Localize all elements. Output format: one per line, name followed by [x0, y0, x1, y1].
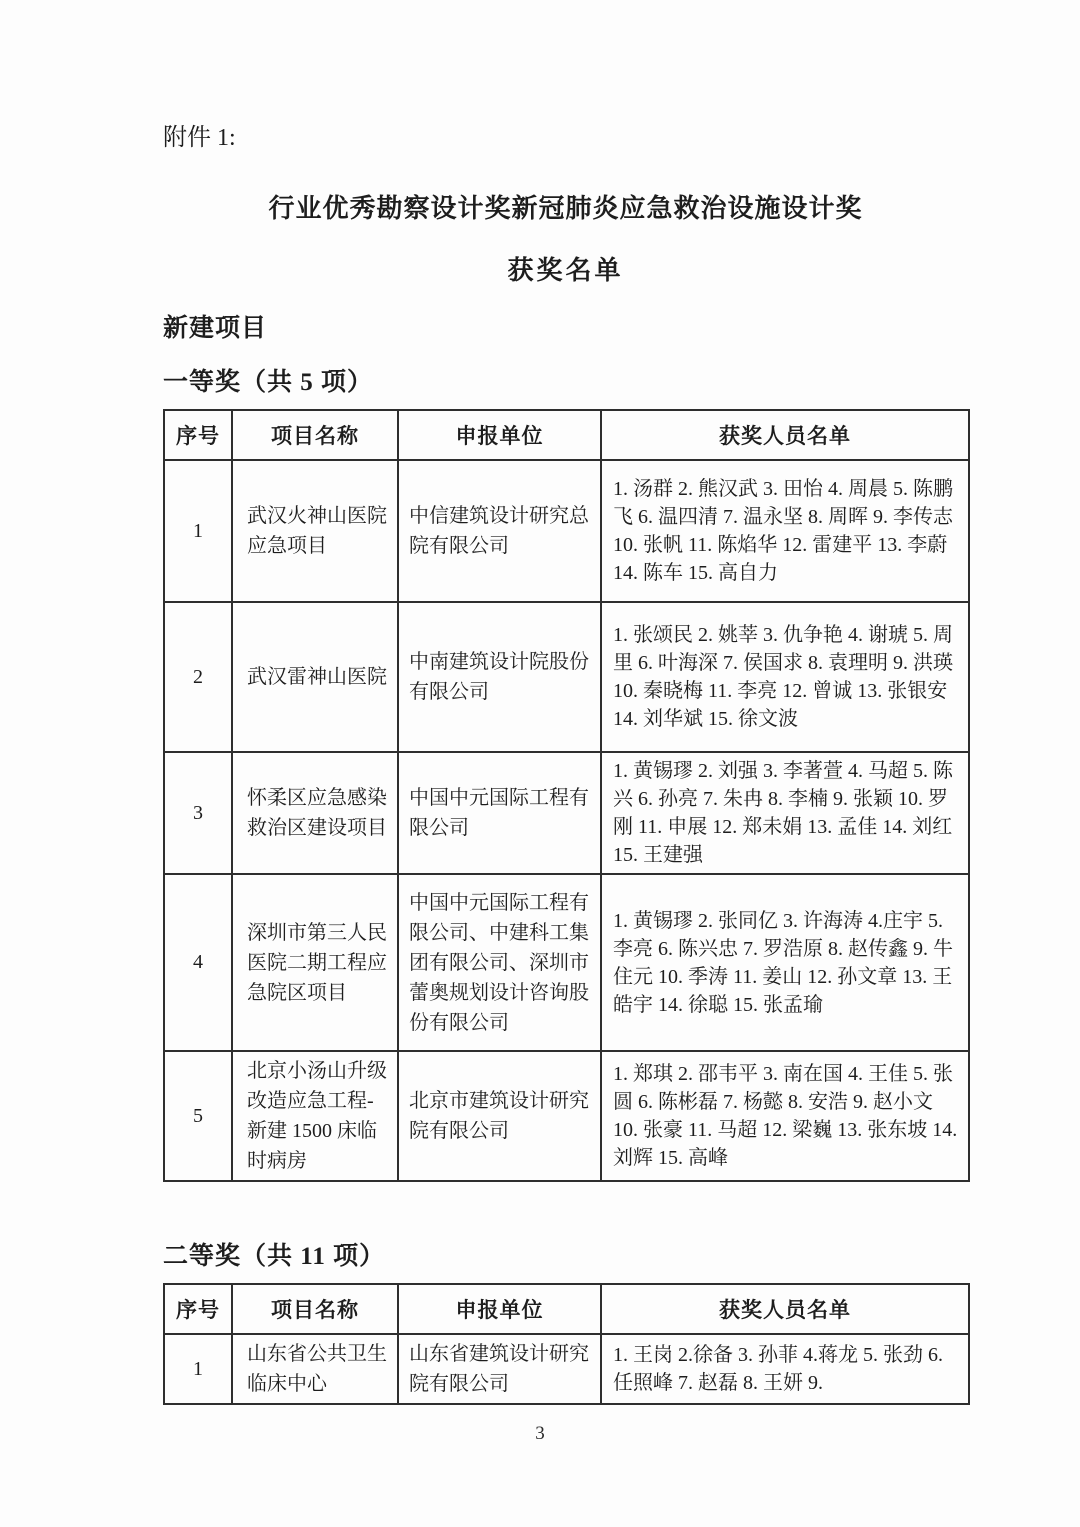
section-heading-new-projects: 新建项目: [163, 315, 268, 342]
unit-cell: 北京市建筑设计研究院有限公司: [398, 1051, 601, 1181]
table-row: [164, 874, 969, 1051]
column-header-winners: 获奖人员名单: [601, 410, 969, 460]
row-index-cell: 5: [164, 1051, 232, 1181]
unit-cell: 中信建筑设计研究总院有限公司: [398, 460, 601, 602]
winners-cell: 1. 张颂民 2. 姚莘 3. 仇争艳 4. 谢琥 5. 周里 6. 叶海深 7. 侯国求 8. 袁理明 9. 洪瑛 10. 秦晓梅 11. 李亮 12. 曾诚 13. 张银安 14. 刘华斌 15. 徐文波: [601, 602, 969, 752]
table-row: [164, 460, 969, 602]
project-name-cell: 山东省公共卫生临床中心: [232, 1334, 398, 1404]
winners-cell: 1. 汤群 2. 熊汉武 3. 田怡 4. 周晨 5. 陈鹏飞 6. 温四清 7. 温永坚 8. 周晖 9. 李传志 10. 张帆 11. 陈焰华 12. 雷建平 13. 李蔚 14. 陈车 15. 高自力: [601, 460, 969, 602]
first-prize-heading: 一等奖（共 5 项）: [163, 369, 374, 396]
unit-cell: 中国中元国际工程有限公司: [398, 752, 601, 874]
winners-cell: 1. 黄锡璆 2. 刘强 3. 李著萱 4. 马超 5. 陈兴 6. 孙亮 7. 朱冉 8. 李楠 9. 张颖 10. 罗刚 11. 申展 12. 郑未娟 13. 孟佳 14. 刘红 15. 王建强: [601, 752, 969, 874]
winners-cell: 1. 黄锡璆 2. 张同亿 3. 许海涛 4.庄宇 5. 李亮 6. 陈兴忠 7. 罗浩原 8. 赵传鑫 9. 牛住元 10. 季涛 11. 姜山 12. 孙文章 13. 王皓宇 14. 徐聪 15. 张孟瑜: [601, 874, 969, 1051]
winners-cell: 1. 王岗 2.徐备 3. 孙菲 4.蒋龙 5. 张劲 6. 任照峰 7. 赵磊 8. 王妍 9.: [601, 1334, 969, 1404]
column-header-project: 项目名称: [232, 1284, 398, 1334]
row-index-cell: 1: [164, 460, 232, 602]
table-header-row: [164, 410, 969, 460]
project-name-cell: 武汉火神山医院应急项目: [232, 460, 398, 602]
column-header-winners: 获奖人员名单: [601, 1284, 969, 1334]
row-index-cell: 2: [164, 602, 232, 752]
table-header-row: [164, 1284, 969, 1334]
row-index-cell: 1: [164, 1334, 232, 1404]
table-row: [164, 752, 969, 874]
row-index-cell: 3: [164, 752, 232, 874]
attachment-label: 附件 1:: [163, 125, 236, 151]
winners-cell: 1. 郑琪 2. 邵韦平 3. 南在国 4. 王佳 5. 张圆 6. 陈彬磊 7. 杨懿 8. 安浩 9. 赵小文 10. 张豪 11. 马超 12. 梁巍 13. 张东坡 14. 刘辉 15. 高峰: [601, 1051, 969, 1181]
table-row: [164, 1334, 969, 1404]
page-number: 3: [535, 1423, 545, 1444]
column-header-unit: 申报单位: [398, 410, 601, 460]
row-index-cell: 4: [164, 874, 232, 1051]
column-header-index: 序号: [164, 1284, 232, 1334]
document-subtitle: 获奖名单: [507, 256, 624, 285]
column-header-index: 序号: [164, 410, 232, 460]
project-name-cell: 武汉雷神山医院: [232, 602, 398, 752]
table-row: [164, 1051, 969, 1181]
table-row: [164, 602, 969, 752]
second-prize-heading: 二等奖（共 11 项）: [163, 1243, 386, 1270]
project-name-cell: 北京小汤山升级改造应急工程-新建 1500 床临时病房: [232, 1051, 398, 1181]
first-prize-table: [163, 409, 970, 1182]
unit-cell: 中国中元国际工程有限公司、中建科工集团有限公司、深圳市蕾奥规划设计咨询股份有限公司: [398, 874, 601, 1051]
project-name-cell: 怀柔区应急感染救治区建设项目: [232, 752, 398, 874]
unit-cell: 中南建筑设计院股份有限公司: [398, 602, 601, 752]
project-name-cell: 深圳市第三人民医院二期工程应急院区项目: [232, 874, 398, 1051]
column-header-project: 项目名称: [232, 410, 398, 460]
second-prize-table: [163, 1283, 970, 1405]
document-title: 行业优秀勘察设计奖新冠肺炎应急救治设施设计奖: [268, 194, 863, 223]
unit-cell: 山东省建筑设计研究院有限公司: [398, 1334, 601, 1404]
column-header-unit: 申报单位: [398, 1284, 601, 1334]
